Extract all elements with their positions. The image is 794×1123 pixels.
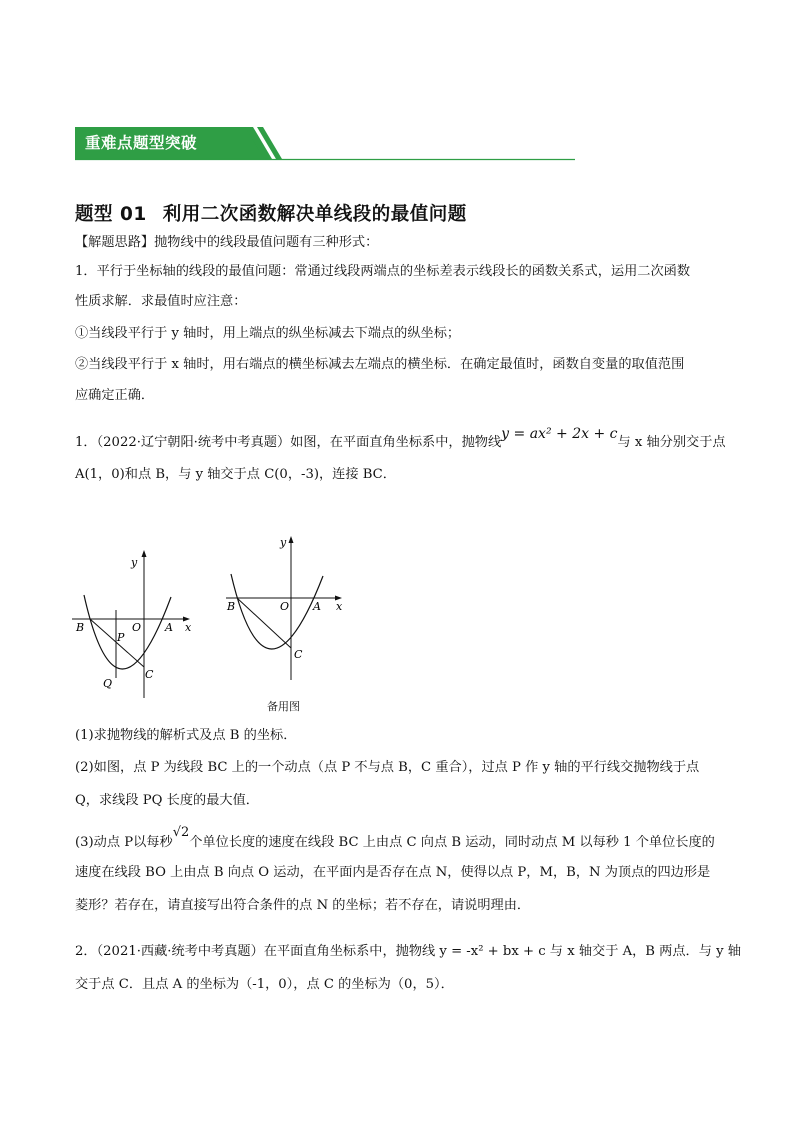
problem1-head: 1．（2022·辽宁朝阳·统考中考真题）如图，在平面直角坐标系中，抛物线 xyxy=(75,435,502,450)
figure-2-caption: 备用图 xyxy=(267,700,300,713)
fig1-label-c: C xyxy=(145,668,154,681)
intro-line-2: 1．平行于坐标轴的线段的最值问题：常通过线段两端点的坐标差表示线段长的函数关系式，运用二次函数 xyxy=(75,264,691,279)
fig2-label-o: O xyxy=(280,600,290,613)
fig2-label-x: x xyxy=(336,600,343,613)
fig1-label-q: Q xyxy=(103,677,113,690)
fig1-label-y: y xyxy=(131,556,138,569)
fig1-label-a: A xyxy=(165,621,173,634)
fig2-label-b: B xyxy=(227,600,236,613)
problem1-q3-line-3: 菱形？若存在，请直接写出符合条件的点 N 的坐标；若不存在，请说明理由． xyxy=(75,898,531,913)
fig1-label-p: P xyxy=(117,631,125,644)
fig1-label-x: x xyxy=(185,621,192,634)
intro-line-5: ②当线段平行于 x 轴时，用右端点的横坐标减去左端点的横坐标．在确定最值时，函数自变量的取值范围 xyxy=(75,357,685,372)
fig1-label-o: O xyxy=(132,621,142,634)
problem1-q3-line-2: 速度在线段 BO 上由点 B 向点 O 运动，在平面内是否存在点 N，使得以点 P，M，B，N 为顶点的四边形是 xyxy=(75,865,711,880)
fig1-label-b: B xyxy=(76,621,85,634)
problem2-line-2: 交于点 C．且点 A 的坐标为（-1，0），点 C 的坐标为（0，5）． xyxy=(75,977,454,992)
problem1-tail: 与 x 轴分别交于点 xyxy=(617,435,726,450)
figure-1 xyxy=(70,540,200,700)
problem1-q3-sqrt: √2 xyxy=(172,825,190,840)
fig1-y-arrow xyxy=(142,550,147,557)
fig2-y-arrow xyxy=(289,536,294,543)
intro-line-6: 应确定正确． xyxy=(75,388,155,403)
figure-2 xyxy=(222,530,352,700)
fig2-label-y: y xyxy=(280,536,287,549)
intro-line-3: 性质求解．求最值时应注意： xyxy=(75,294,247,309)
banner-decoration xyxy=(75,127,575,161)
problem1-q3-part-1: (3)动点 P以每秒 xyxy=(75,835,173,850)
fig1-parabola xyxy=(84,595,171,669)
banner-label: 重难点题型突破 xyxy=(75,127,235,159)
section-title xyxy=(75,200,467,226)
section-title-text: 利用二次函数解决单线段的最值问题 xyxy=(162,204,467,225)
section-banner xyxy=(75,127,575,161)
intro-line-1: 【解题思路】抛物线中的线段最值问题有三种形式： xyxy=(75,235,379,250)
fig2-parabola xyxy=(231,574,323,649)
problem1-line-2: A(1，0)和点 B，与 y 轴交于点 C(0，-3)，连接 BC． xyxy=(75,467,396,482)
problem1-q3-part-2: 个单位长度的速度在线段 BC 上由点 C 向点 B 运动，同时动点 M 以每秒 1 个单位长度的 xyxy=(189,835,715,850)
problem1-q1: (1)求抛物线的解析式及点 B 的坐标． xyxy=(75,728,297,743)
intro-line-4: ①当线段平行于 y 轴时，用上端点的纵坐标减去下端点的纵坐标； xyxy=(75,326,461,341)
problem1-q2-line-2: Q，求线段 PQ 长度的最大值． xyxy=(75,793,259,808)
fig2-label-c: C xyxy=(294,648,303,661)
problem2-line-1: 2．（2021·西藏·统考中考真题）在平面直角坐标系中，抛物线 y = -x² + bx + c 与 x 轴交于 A，B 两点．与 y 轴 xyxy=(75,944,741,959)
problem1-q3-line-1 xyxy=(75,825,725,852)
section-title-prefix: 题型 01 xyxy=(75,204,147,225)
problem1-formula: y = ax² + 2x + c xyxy=(501,426,618,442)
problem1-q2-line-1: (2)如图，点 P 为线段 BC 上的一个动点（点 P 不与点 B，C 重合），过点 P 作 y 轴的平行线交抛物线于点 xyxy=(75,760,700,775)
fig2-label-a: A xyxy=(313,600,321,613)
problem1-line-1 xyxy=(75,426,726,452)
